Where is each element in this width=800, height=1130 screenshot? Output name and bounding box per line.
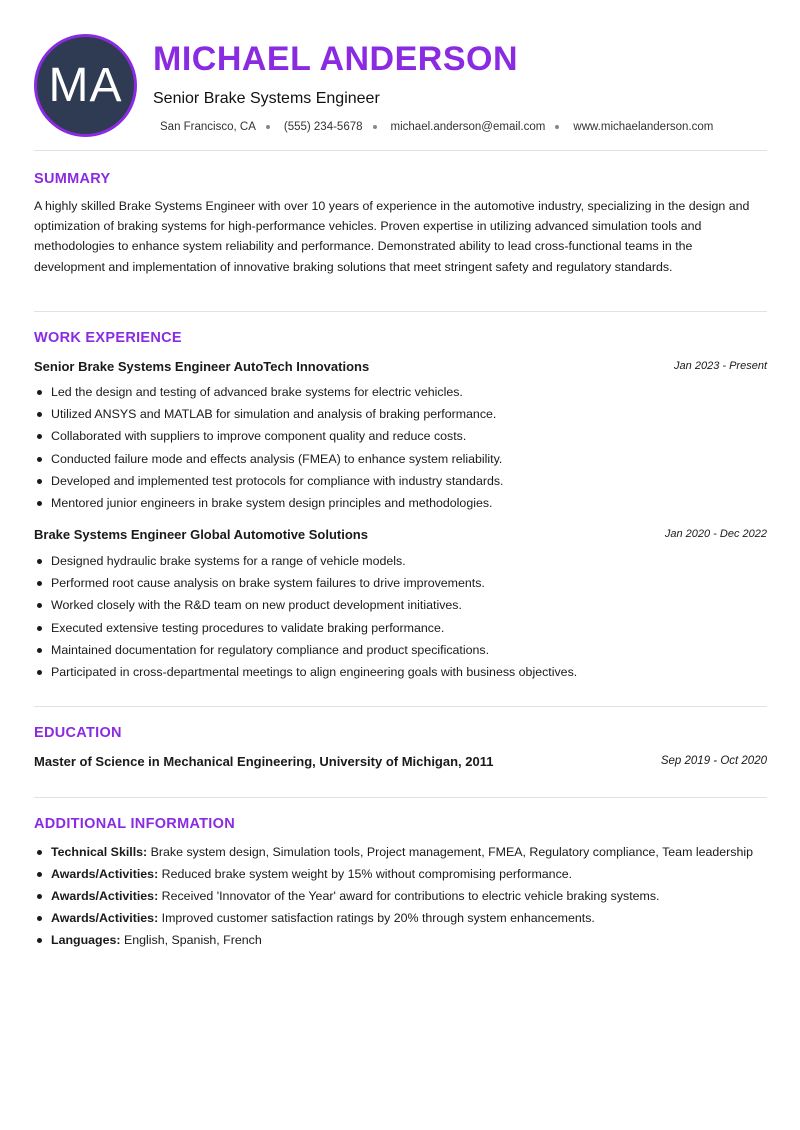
additional-list — [34, 843, 767, 953]
list-item — [34, 909, 767, 927]
item-label: Languages: — [51, 933, 121, 947]
item-text: Reduced brake system weight by 15% without compromising performance. — [158, 867, 573, 881]
item-label: Awards/Activities: — [51, 911, 159, 925]
item-label: Awards/Activities: — [51, 889, 159, 903]
list-item: Developed and implemented test protocols for compliance with industry standards. — [34, 473, 767, 495]
separator-dot-icon — [266, 125, 270, 129]
job-dates: Jan 2020 - Dec 2022 — [664, 528, 767, 540]
list-item: Designed hydraulic brake systems for a range of vehicle models. — [34, 553, 767, 575]
job-title: Brake Systems Engineer Global Automotive Solutions — [34, 527, 368, 542]
list-item: Worked closely with the R&D team on new product development initiatives. — [34, 597, 767, 619]
contact-location: San Francisco, CA — [160, 121, 256, 133]
item-text: Brake system design, Simulation tools, Project management, FMEA, Regulatory compliance, Team leadership — [147, 845, 754, 859]
list-item: Executed extensive testing procedures to validate braking performance. — [34, 620, 767, 642]
candidate-name: MICHAEL ANDERSON — [153, 40, 519, 78]
list-item — [34, 887, 767, 905]
job-bullets — [34, 384, 767, 517]
education-heading: EDUCATION — [34, 725, 122, 741]
section-divider — [34, 150, 767, 151]
list-item: Conducted failure mode and effects analysis (FMEA) to enhance system reliability. — [34, 451, 767, 473]
contact-line — [160, 121, 713, 133]
item-text: English, Spanish, French — [120, 933, 262, 947]
item-label: Technical Skills: — [51, 845, 148, 859]
list-item: Led the design and testing of advanced brake systems for electric vehicles. — [34, 384, 767, 406]
job-header — [34, 527, 767, 545]
job-dates: Jan 2023 - Present — [674, 360, 767, 372]
list-item: Utilized ANSYS and MATLAB for simulation and analysis of braking performance. — [34, 406, 767, 428]
avatar: MA — [34, 34, 137, 137]
experience-heading: WORK EXPERIENCE — [34, 330, 182, 346]
job-title: Senior Brake Systems Engineer AutoTech Innovations — [34, 359, 370, 374]
list-item: Maintained documentation for regulatory compliance and product specifications. — [34, 642, 767, 664]
item-text: Received 'Innovator of the Year' award for contributions to electric vehicle braking systems. — [158, 889, 660, 903]
contact-website[interactable]: www.michaelanderson.com — [573, 121, 714, 133]
section-divider — [34, 797, 767, 798]
summary-heading: SUMMARY — [34, 171, 111, 187]
list-item: Mentored junior engineers in brake system design principles and methodologies. — [34, 495, 767, 517]
candidate-title: Senior Brake Systems Engineer — [153, 90, 380, 107]
list-item: Participated in cross-departmental meetings to align engineering goals with business objectives. — [34, 664, 767, 686]
list-item: Collaborated with suppliers to improve component quality and reduce costs. — [34, 428, 767, 450]
list-item — [34, 931, 767, 949]
contact-phone: (555) 234-5678 — [283, 121, 363, 133]
degree: Master of Science in Mechanical Engineering, University of Michigan, 2011 — [34, 754, 494, 769]
summary-text: A highly skilled Brake Systems Engineer with over 10 years of experience in the automotive industry, specializing in the design and optimization of braking systems for high-performance vehicles. Proven expertise in utilizing advanced simulation tools and methodologies to enhance system reliability and performance. Demonstrated ability to lead cross-functional teams in the development and implementation of innovative braking solutions that meet stringent safety and regulatory standards. — [34, 199, 750, 274]
section-divider — [34, 706, 767, 707]
separator-dot-icon — [373, 125, 377, 129]
item-label: Awards/Activities: — [51, 867, 159, 881]
job-bullets — [34, 553, 767, 686]
education-entry — [34, 754, 767, 772]
education-dates: Sep 2019 - Oct 2020 — [660, 755, 767, 767]
list-item — [34, 865, 767, 883]
separator-dot-icon — [555, 125, 559, 129]
item-text: Improved customer satisfaction ratings by 20% through system enhancements. — [158, 911, 595, 925]
job-header — [34, 359, 767, 377]
additional-heading: ADDITIONAL INFORMATION — [34, 816, 235, 832]
contact-email[interactable]: michael.anderson@email.com — [390, 121, 546, 133]
section-divider — [34, 311, 767, 312]
resume-header — [34, 34, 767, 138]
list-item: Performed root cause analysis on brake system failures to drive improvements. — [34, 575, 767, 597]
list-item — [34, 843, 767, 861]
